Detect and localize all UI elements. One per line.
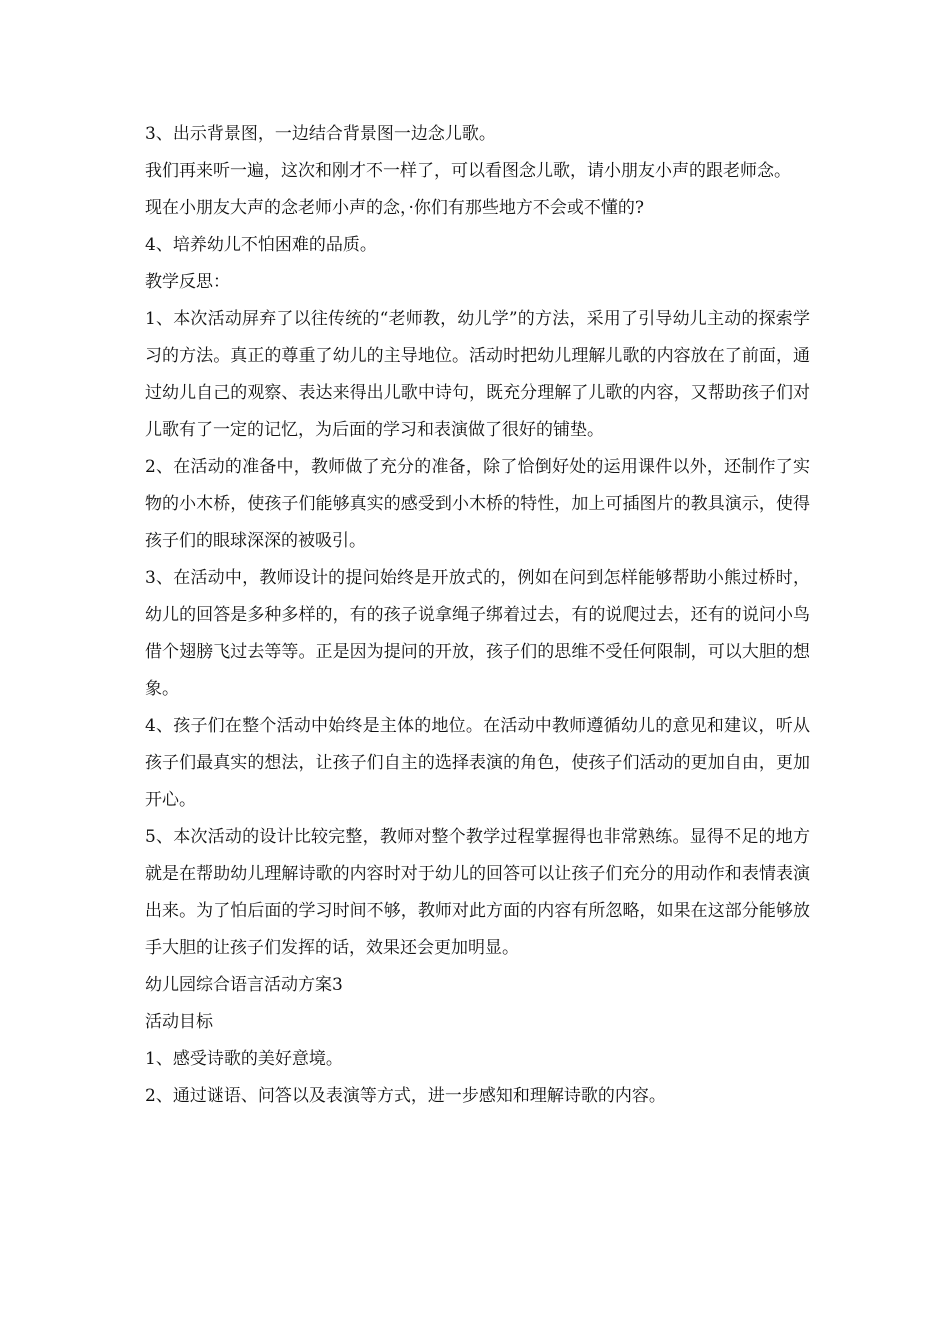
paragraph-listen-again: 我们再来听一遍，这次和刚才不一样了，可以看图念儿歌，请小朋友小声的跟老师念。 [145, 161, 791, 181]
document-body [145, 116, 810, 1115]
paragraph-reflection-3: 3、在活动中，教师设计的提问始终是开放式的，例如在问到怎样能够帮助小熊过桥时，幼儿的回答是多种多样的，有的孩子说拿绳子绑着过去，有的说爬过去，还有的说问小鸟借个翅膀飞过去等等。正是因为提问的开放，孩子们的思维不受任何限制，可以大胆的想象。 [145, 568, 810, 699]
paragraph-goal-2: 2、通过谜语、问答以及表演等方式，进一步感知和理解诗歌的内容。 [145, 1086, 666, 1106]
paragraph-goal-1: 1、感受诗歌的美好意境。 [145, 1049, 343, 1069]
section-heading-goals: 活动目标 [145, 1012, 213, 1032]
paragraph-reflection-5: 5、本次活动的设计比较完整，教师对整个教学过程掌握得也非常熟练。显得不足的地方就是在帮助幼儿理解诗歌的内容时对于幼儿的回答可以让孩子们充分的用动作和表情表演出来。为了怕后面的学习时间不够，教师对此方面的内容有所忽略，如果在这部分能够放手大胆的让孩子们发挥的话，效果还会更加明显。 [145, 827, 810, 958]
paragraph-reflection-1: 1、本次活动屏弃了以往传统的“老师教，幼儿学”的方法，采用了引导幼儿主动的探索学习的方法。真正的尊重了幼儿的主导地位。活动时把幼儿理解儿歌的内容放在了前面，通过幼儿自己的观察、表达来得出儿歌中诗句，既充分理解了儿歌的内容，又帮助孩子们对儿歌有了一定的记忆，为后面的学习和表演做了很好的铺垫。 [145, 309, 810, 440]
section-heading-reflection: 教学反思： [145, 272, 230, 292]
paragraph-reflection-4: 4、孩子们在整个活动中始终是主体的地位。在活动中教师遵循幼儿的意见和建议，听从孩子们最真实的想法，让孩子们自主的选择表演的角色，使孩子们活动的更加自由，更加开心。 [145, 716, 810, 810]
section-title-plan-3: 幼儿园综合语言活动方案3 [145, 975, 343, 995]
paragraph-step-3: 3、出示背景图，一边结合背景图一边念儿歌。 [145, 124, 496, 144]
paragraph-read-aloud: 现在小朋友大声的念老师小声的念，·你们有那些地方不会或不懂的? [145, 198, 645, 218]
paragraph-step-4: 4、培养幼儿不怕困难的品质。 [145, 235, 377, 255]
paragraph-reflection-2: 2、在活动的准备中，教师做了充分的准备，除了恰倒好处的运用课件以外，还制作了实物的小木桥，使孩子们能够真实的感受到小木桥的特性，加上可插图片的教具演示，使得孩子们的眼球深深的被吸引。 [145, 457, 810, 551]
